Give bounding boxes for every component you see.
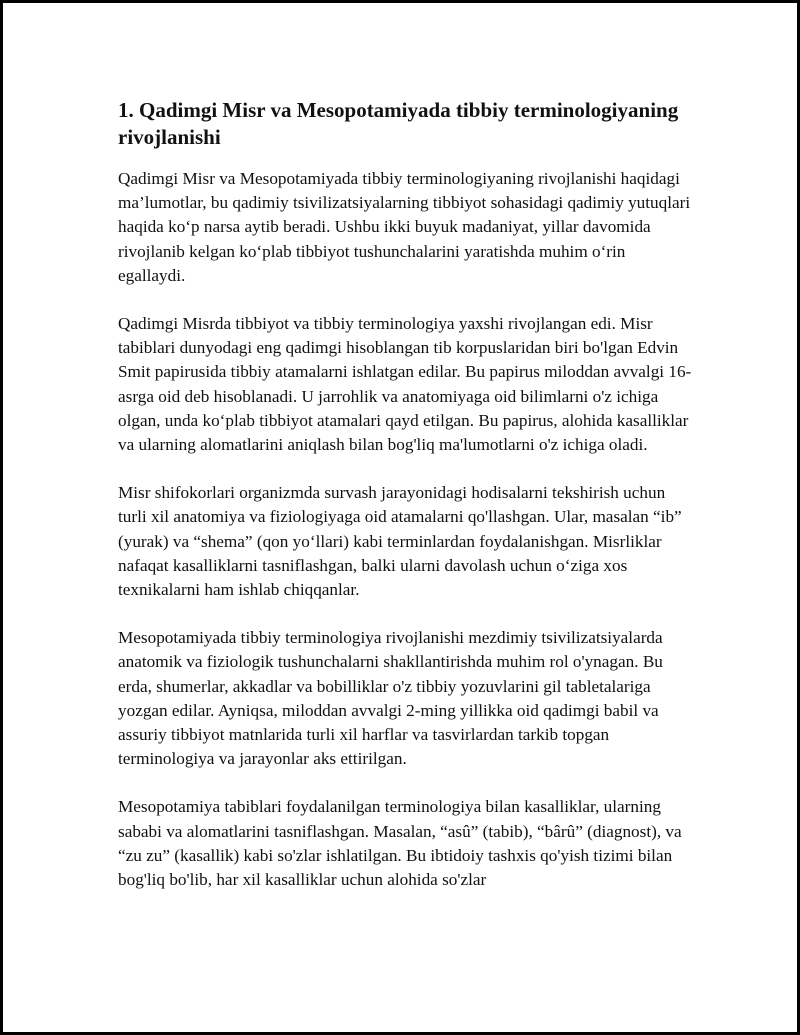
paragraph-2: Qadimgi Misrda tibbiyot va tibbiy terminologiya yaxshi rivojlangan edi. Misr tabiblari dunyodagi eng qadimgi hisoblangan tib korpuslaridan biri bo'lgan Edvin Smit papirusida tibbiy atamalarni ishlatgan edilar. Bu papirus miloddan avvalgi 16-asrga oid deb hisoblanadi. U jarrohlik va anatomiyaga oid bilimlarni o'z ichiga olgan, unda ko‘plab tibbiyot atamalari qayd etilgan. Bu papirus, alohida kasalliklar va ularning alomatlarini aniqlash bilan bog'liq ma'lumotlarni o'z ichiga oladi.: [118, 314, 692, 455]
section-heading: 1. Qadimgi Misr va Mesopotamiyada tibbiy terminologiyaning rivojlanishi: [118, 98, 679, 149]
paragraph-3: Misr shifokorlari organizmda survash jarayonidagi hodisalarni tekshirish uchun turli xil anatomiya va fiziologiyaga oid atamalarni qo'llashgan. Ular, masalan “ib” (yurak) va “shema” (qon yo‘llari) kabi terminlardan foydalanishgan. Misrliklar nafaqat kasalliklarni tasniflashgan, balki ularni davolash uchun o‘ziga xos texnikalarni ham ishlab chiqqanlar.: [118, 483, 682, 600]
paragraph-5: Mesopotamiya tabiblari foydalanilgan terminologiya bilan kasalliklar, ularning sababi va alomatlarini tasniflashgan. Masalan, “asû” (tabib), “bârû” (diagnost), va “zu zu” (kasallik) kabi so'zlar ishlatilgan. Bu ibtidoiy tashxis qo'yish tizimi bilan bog'liq bo'lib, har xil kasalliklar uchun alohida so'zlar: [118, 797, 682, 890]
paragraph-1: Qadimgi Misr va Mesopotamiyada tibbiy terminologiyaning rivojlanishi haqidagi ma’lumotlar, bu qadimiy tsivilizatsiyalarning tibbiyot sohasidagi qadimiy yutuqlari haqida ko‘p narsa aytib beradi. Ushbu ikki buyuk madaniyat, yillar davomida rivojlanib kelgan ko‘plab tibbiyot tushunchalarini yaratishda muhim o‘rin egallaydi.: [118, 169, 691, 285]
document-content: [118, 97, 692, 916]
paragraph-4: Mesopotamiyada tibbiy terminologiya rivojlanishi mezdimiy tsivilizatsiyalarda anatomik va fiziologik tushunchalarni shakllantirishda muhim rol o'ynagan. Bu erda, shumerlar, akkadlar va bobilliklar o'z tibbiy yozuvlarini gil tabletalariga yozgan edilar. Ayniqsa, miloddan avvalgi 2-ming yillikka oid qadimgi babil va assuriy tibbiyot matnlarida turli xil harflar va tasvirlardan tarkib topgan terminologiya va jarayonlar aks ettirilgan.: [118, 628, 663, 769]
